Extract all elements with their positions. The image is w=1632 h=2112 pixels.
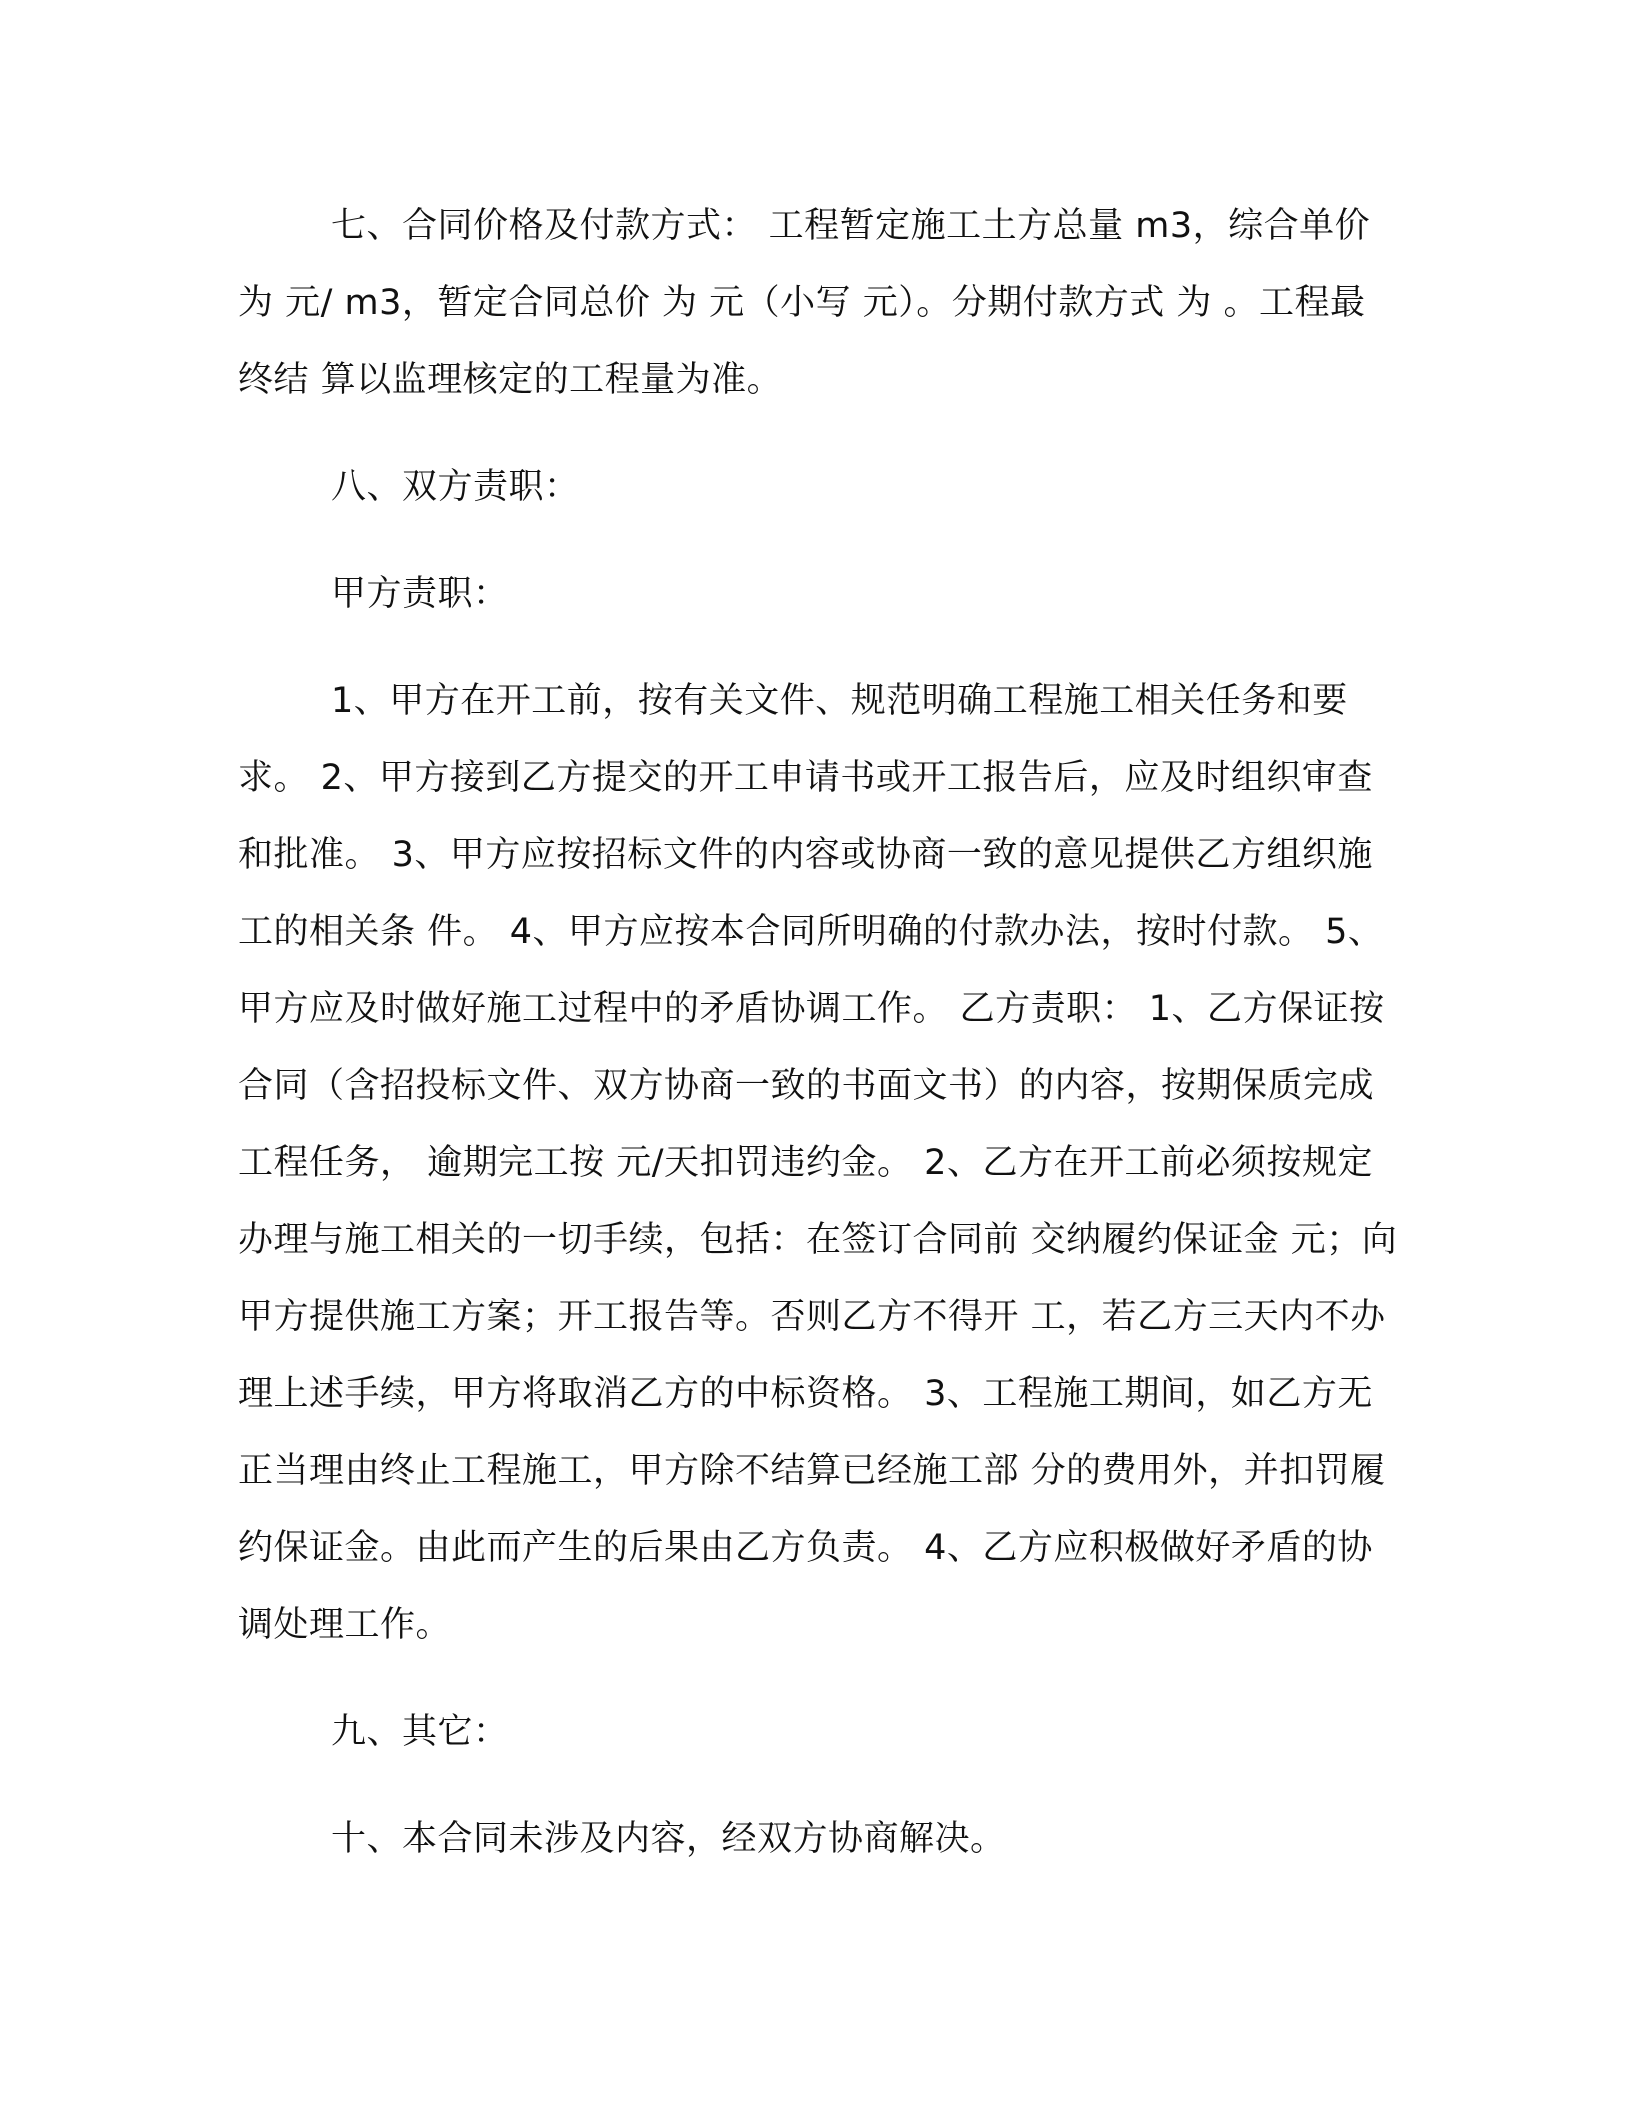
clause-7-price-payment: 七、合同价格及付款方式： 工程暂定施工土方总量 m3，综合单价为 元/ m3，暂定合同总价 为 元（小写 元）。分期付款方式 为 。工程最终结 算以监理核定的工程量为准。 — [238, 206, 1371, 400]
responsibilities-text: 1、甲方在开工前，按有关文件、规范明确工程施工相关任务和要求。 2、甲方接到乙方提交的开工申请书或开工报告后，应及时组织审查和批准。 3、甲方应按招标文件的内容或协商一致的意见提供乙方组织施工的相关条 件。 4、甲方应按本合同所明确的付款办法，按时付款。 5、甲方应及时做好施工过程中的矛盾协调工作。 乙方责职： 1、乙方保证按合同（含招投标文件、双方协商一致的书面文书）的内容，按期保质完成工程任务， 逾期完工按 元/天扣罚违约金。 2、乙方在开工前必须按规定办理与施工相关的一切手续，包括：在签订合同前 交纳履约保证金 元；向甲方提供施工方案；开工报告等。否则乙方不得开 工，若乙方三天内不办理上述手续，甲方将取消乙方的中标资格。 3、工程施工期间，如乙方无正当理由终止工程施工，甲方除不结算已经施工部 分的费用外，并扣罚履约保证金。由此而产生的后果由乙方负责。 4、乙方应积极做好矛盾的协调处理工作。 — [238, 681, 1398, 1645]
clause-9-heading: 九、其它： — [331, 1712, 509, 1752]
clause-8-heading: 八、双方责职： — [331, 467, 580, 507]
party-a-heading: 甲方责职： — [331, 574, 509, 614]
document-body — [238, 188, 1398, 1878]
clause-10-text: 十、本合同未涉及内容，经双方协商解决。 — [331, 1819, 1006, 1859]
